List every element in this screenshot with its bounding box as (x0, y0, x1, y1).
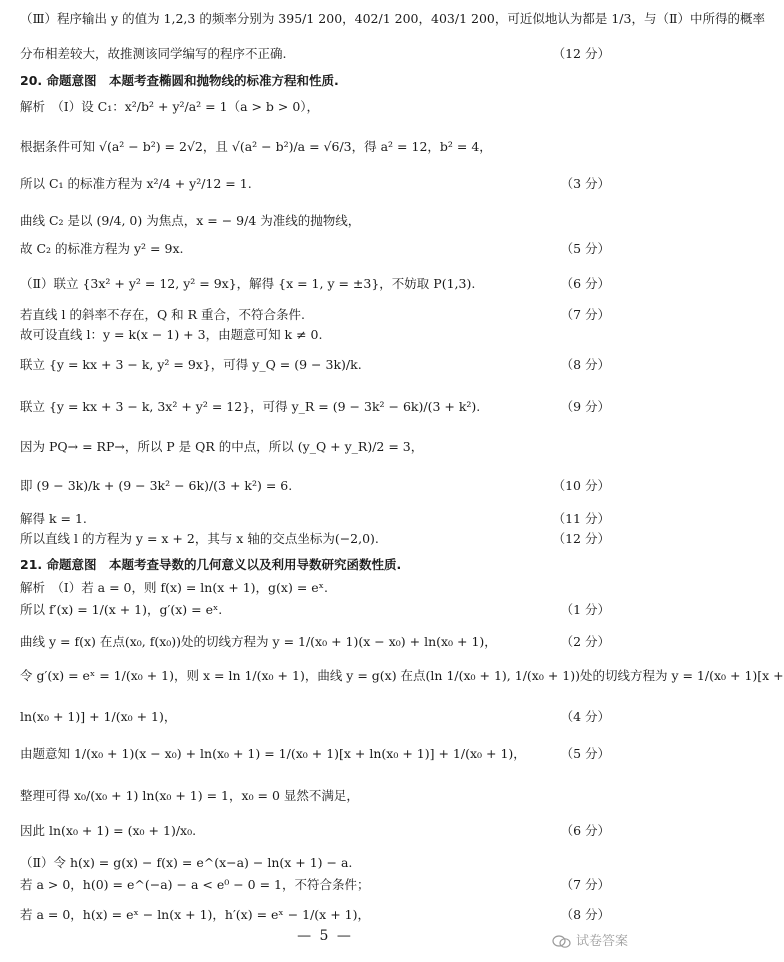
line-text: 联立 {y = kx + 3 − k, 3x² + y² = 12}，可得 y_R = (9 − 3k² − 6k)/(3 + k²). (20, 399, 481, 414)
score-label: （12 分） (552, 46, 610, 61)
watermark-text: 试卷答案 (575, 934, 628, 949)
page-number: — 5 — (297, 928, 353, 944)
text-line (20, 356, 630, 374)
text-line (20, 138, 630, 156)
score-label: （3 分） (560, 176, 610, 191)
text-line (20, 579, 630, 597)
score-label: （12 分） (552, 531, 610, 546)
text-line (20, 45, 630, 63)
score-label: （5 分） (560, 746, 610, 761)
text-line (20, 72, 630, 90)
line-text: 由题意知 1/(x₀ + 1)(x − x₀) + ln(x₀ + 1) = 1/(x₀ + 1)[x + ln(x₀ + 1)] + 1/(x₀ + 1)， (20, 746, 526, 761)
watermark (552, 930, 628, 949)
text-line (20, 175, 630, 193)
text-line (20, 854, 630, 872)
line-text: 所以直线 l 的方程为 y = x + 2，其与 x 轴的交点坐标为(−2,0). (20, 531, 379, 546)
line-text: 若直线 l 的斜率不存在，Q 和 R 重合，不符合条件. (20, 307, 305, 322)
text-line (20, 10, 765, 28)
score-label: （2 分） (560, 634, 610, 649)
score-label: （5 分） (560, 241, 610, 256)
text-line (20, 876, 630, 894)
line-text: （Ⅱ）令 h(x) = g(x) − f(x) = e^(x−a) − ln(x + 1) − a. (20, 855, 353, 870)
score-label: （4 分） (560, 709, 610, 724)
line-text: 故可设直线 l：y = k(x − 1) + 3，由题意可知 k ≠ 0. (20, 327, 323, 342)
text-line (20, 906, 630, 924)
line-text: 解析 （Ⅰ）设 C₁：x²/b² + y²/a² = 1（a > b > 0）， (20, 99, 320, 114)
line-text: 曲线 C₂ 是以 (9/4, 0) 为焦点，x = − 9/4 为准线的抛物线， (20, 213, 361, 228)
score-label: （7 分） (560, 877, 610, 892)
text-line (20, 667, 784, 685)
text-line (20, 398, 630, 416)
line-text: 因为 PQ→ = RP→，所以 P 是 QR 的中点，所以 (y_Q + y_R)/2 = 3， (20, 439, 424, 454)
score-label: （8 分） (560, 357, 610, 372)
text-line (20, 601, 630, 619)
line-text: 整理可得 x₀/(x₀ + 1) ln(x₀ + 1) = 1，x₀ = 0 显然不满足， (20, 788, 359, 803)
line-text: 故 C₂ 的标准方程为 y² = 9x. (20, 241, 184, 256)
line-text: 所以 C₁ 的标准方程为 x²/4 + y²/12 = 1. (20, 176, 252, 191)
score-label: （9 分） (560, 399, 610, 414)
text-line (20, 306, 630, 324)
line-text: 若 a > 0，h(0) = e^(−a) − a < e⁰ − 0 = 1，不符合条件； (20, 877, 370, 892)
line-text: 根据条件可知 √(a² − b²) = 2√2，且 √(a² − b²)/a = √6/3，得 a² = 12，b² = 4， (20, 139, 492, 154)
line-text: 21. 命题意图 本题考查导数的几何意义以及利用导数研究函数性质. (20, 557, 402, 572)
score-label: （6 分） (560, 823, 610, 838)
line-text: 所以 f′(x) = 1/(x + 1)，g′(x) = eˣ. (20, 602, 223, 617)
text-line (20, 240, 630, 258)
line-text: （Ⅱ）联立 {3x² + y² = 12, y² = 9x}，解得 {x = 1, y = ±3}，不妨取 P(1,3). (20, 276, 476, 291)
text-line (20, 708, 630, 726)
line-text: 解得 k = 1. (20, 511, 87, 526)
line-text: 联立 {y = kx + 3 − k, y² = 9x}，可得 y_Q = (9 − 3k)/k. (20, 357, 362, 372)
text-line (20, 438, 630, 456)
line-text: 20. 命题意图 本题考查椭圆和抛物线的标准方程和性质. (20, 73, 339, 88)
text-line (20, 510, 630, 528)
text-line (20, 745, 630, 763)
line-text: 解析 （Ⅰ）若 a = 0，则 f(x) = ln(x + 1)，g(x) = eˣ. (20, 580, 328, 595)
text-line (20, 556, 630, 574)
text-line (20, 822, 630, 840)
text-line (20, 98, 630, 116)
score-label: （7 分） (560, 307, 610, 322)
line-text: 因此 ln(x₀ + 1) = (x₀ + 1)/x₀. (20, 823, 197, 838)
line-text: 分布相差较大，故推测该同学编写的程序不正确. (20, 46, 287, 61)
score-label: （1 分） (560, 602, 610, 617)
wechat-icon (552, 935, 572, 949)
line-text: 令 g′(x) = eˣ = 1/(x₀ + 1)，则 x = ln 1/(x₀ + 1)，曲线 y = g(x) 在点(ln 1/(x₀ + 1), 1/(x₀ + 1))处的切线方程为 y = 1/(x₀ + 1)[x + (20, 668, 784, 683)
line-text: 即 (9 − 3k)/k + (9 − 3k² − 6k)/(3 + k²) = 6. (20, 478, 293, 493)
score-label: （11 分） (552, 511, 610, 526)
text-line (20, 633, 630, 651)
score-label: （10 分） (552, 478, 610, 493)
text-line (20, 275, 630, 293)
text-line (20, 477, 630, 495)
score-label: （6 分） (560, 276, 610, 291)
line-text: （Ⅲ）程序输出 y 的值为 1,2,3 的频率分别为 395/1 200，402/1 200，403/1 200，可近似地认为都是 1/3，与（Ⅱ）中所得的概率 (20, 11, 765, 26)
score-label: （8 分） (560, 907, 610, 922)
text-line (20, 326, 630, 344)
text-line (20, 212, 630, 230)
text-line (20, 530, 630, 548)
line-text: ln(x₀ + 1)] + 1/(x₀ + 1)， (20, 709, 177, 724)
text-line (20, 787, 630, 805)
line-text: 曲线 y = f(x) 在点(x₀, f(x₀))处的切线方程为 y = 1/(x₀ + 1)(x − x₀) + ln(x₀ + 1)， (20, 634, 497, 649)
line-text: 若 a = 0，h(x) = eˣ − ln(x + 1)，h′(x) = eˣ − 1/(x + 1)， (20, 907, 370, 922)
